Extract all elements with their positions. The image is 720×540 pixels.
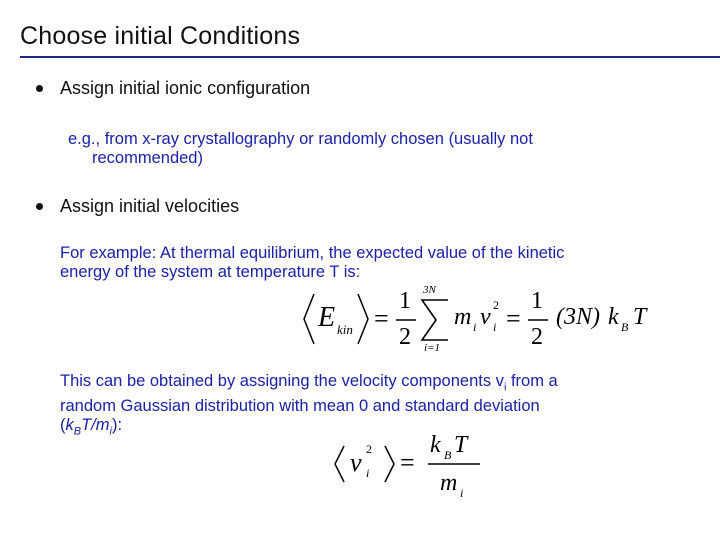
boltzmann-k: k	[430, 432, 441, 458]
sum-upper-limit: 3N	[423, 284, 436, 296]
velocity-symbol: v	[350, 448, 362, 477]
velocity-exponent: 2	[493, 298, 499, 312]
temperature-symbol: T	[454, 432, 468, 458]
bullet-label: Assign initial velocities	[60, 196, 240, 216]
bullet-dot-icon	[36, 203, 43, 210]
title-divider	[20, 56, 720, 58]
fraction-numerator: 1	[399, 288, 411, 314]
summation-icon	[422, 300, 448, 340]
paragraph1-line1: For example: At thermal equilibrium, the expected value of the kinetic	[60, 244, 565, 262]
temperature-symbol: T	[633, 304, 647, 330]
slide-title: Choose initial Conditions	[20, 22, 301, 50]
example-note	[68, 130, 708, 168]
left-angle-bracket-icon	[304, 294, 314, 344]
paragraph2-line1-end: from a	[506, 372, 558, 390]
right-angle-bracket-icon	[385, 446, 394, 482]
fraction2-numerator: 1	[531, 288, 543, 314]
paren-open: (	[60, 416, 66, 435]
paragraph2-line2: random Gaussian distribution with mean 0 and standard deviation	[60, 397, 540, 416]
degrees-of-freedom: (3N)	[556, 304, 600, 330]
velocity-subscript: i	[366, 466, 370, 480]
bullet-label: Assign initial ionic configuration	[60, 78, 311, 98]
mass-symbol: m	[454, 304, 472, 330]
line3-k: k	[65, 416, 74, 435]
boltzmann-k: k	[608, 304, 619, 330]
energy-subscript: kin	[337, 322, 353, 337]
left-angle-bracket-icon	[335, 446, 344, 482]
boltzmann-subscript: B	[621, 320, 629, 334]
velocity-component-subscript: i	[503, 381, 507, 394]
example-note-line1: e.g., from x-ray crystallography or randomly chosen (usually not	[68, 130, 533, 148]
paren-close: ):	[111, 416, 123, 435]
velocity-variance-equation	[330, 428, 490, 508]
equals-sign: =	[400, 448, 415, 477]
line3-i-sub: i	[109, 425, 112, 438]
equals-sign-2: =	[506, 304, 521, 333]
equals-sign: =	[374, 304, 389, 333]
kinetic-energy-description	[60, 244, 720, 282]
mass-subscript: i	[473, 320, 477, 334]
sum-lower-limit: i=1	[424, 342, 440, 354]
right-angle-bracket-icon	[358, 294, 368, 344]
paragraph2-line1-text: This can be obtained by assigning the velocity components v	[60, 372, 504, 390]
fraction2-denominator: 2	[531, 324, 543, 350]
velocity-exponent: 2	[366, 442, 372, 456]
energy-symbol: E	[318, 302, 336, 333]
boltzmann-subscript: B	[444, 448, 452, 462]
fraction-denominator: 2	[399, 324, 411, 350]
paragraph2-line1	[60, 372, 720, 397]
kinetic-energy-equation	[300, 282, 680, 357]
velocity-symbol: v	[480, 304, 491, 330]
mass-symbol: m	[440, 470, 458, 496]
line3-b-sub: B	[73, 425, 82, 438]
line3-t-over-m: T/m	[81, 416, 110, 435]
velocity-subscript: i	[493, 320, 497, 334]
paragraph1-line2: energy of the system at temperature T is:	[60, 263, 361, 281]
bullet-dot-icon	[36, 85, 43, 92]
example-note-line2: recommended)	[92, 149, 203, 167]
mass-subscript: i	[460, 486, 464, 500]
